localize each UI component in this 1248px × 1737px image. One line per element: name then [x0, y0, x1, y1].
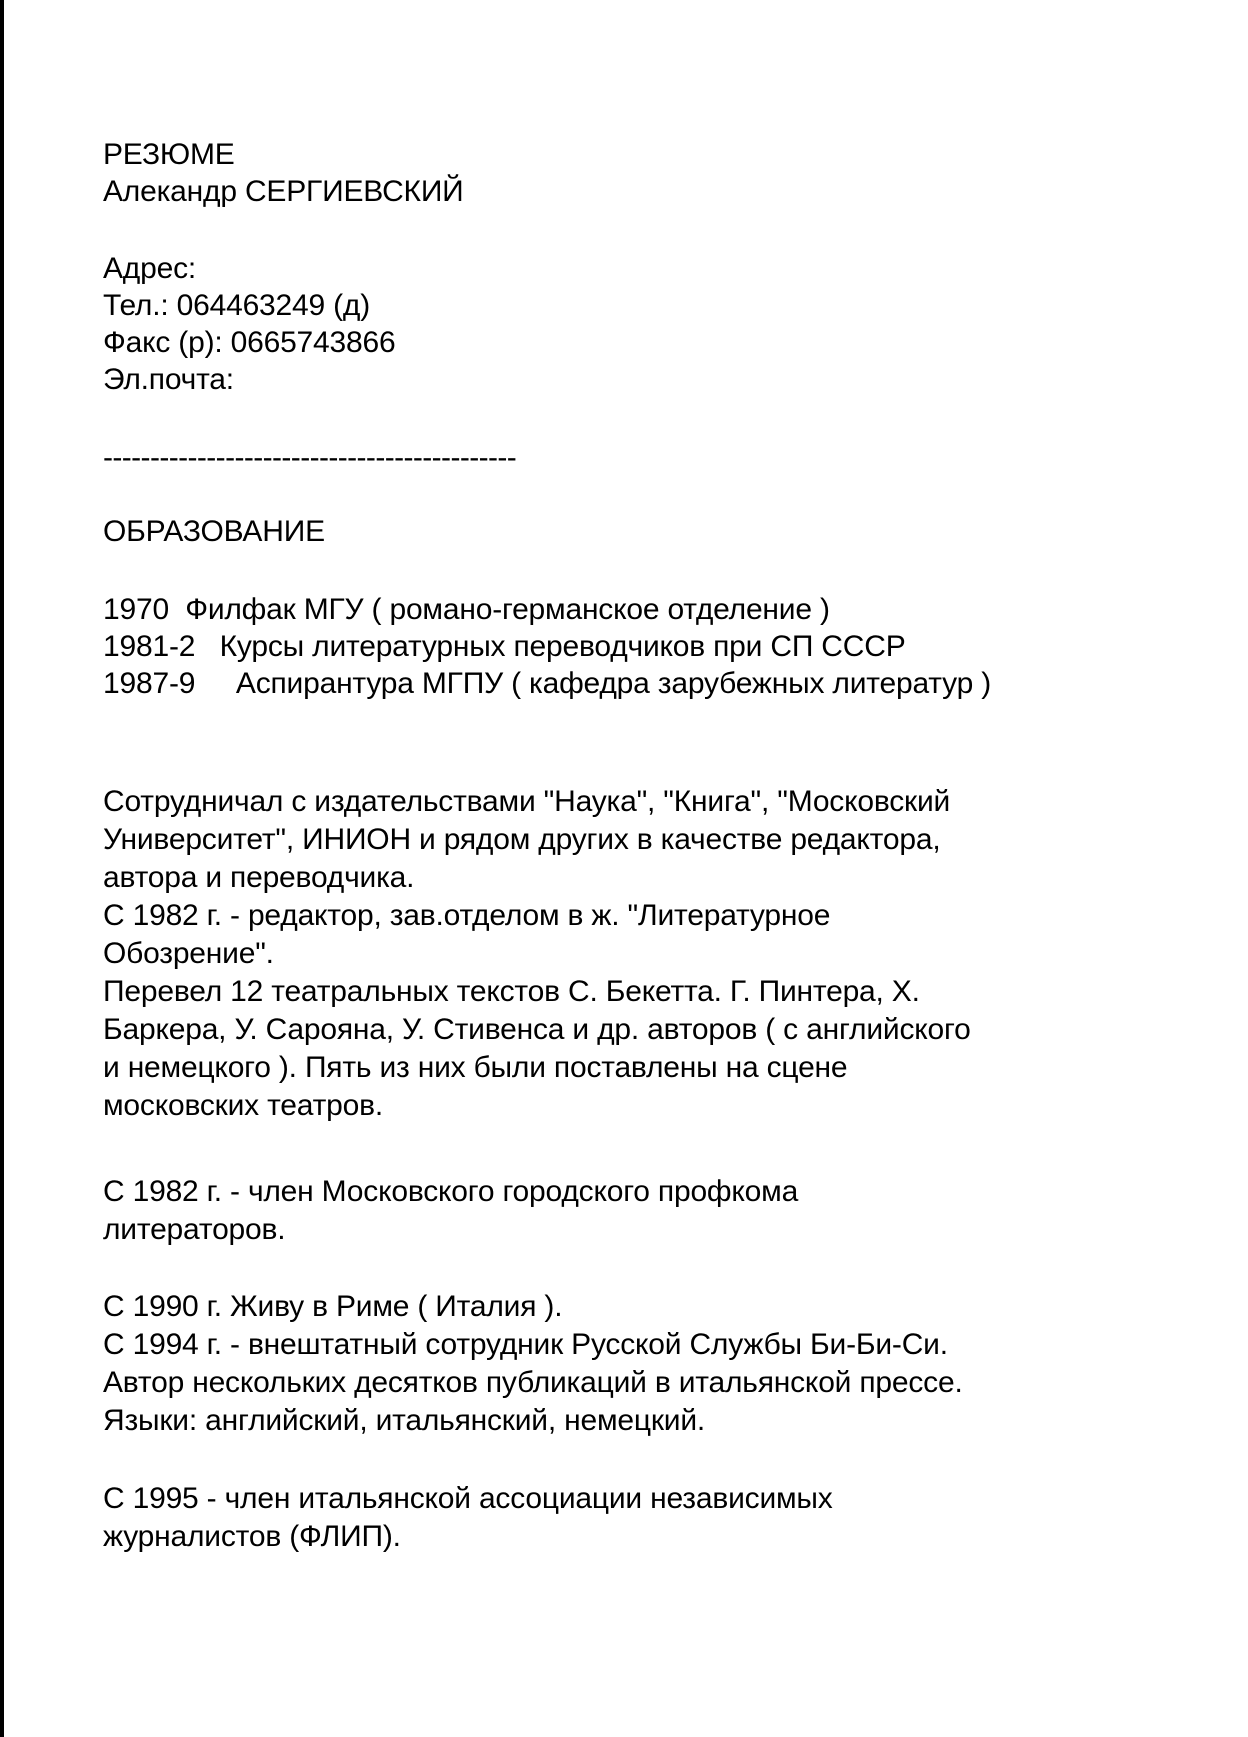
education-item: 1981-2 Курсы литературных переводчиков при СП СССР: [103, 630, 906, 663]
text-line: Университет", ИНИОН и рядом других в качестве редактора,: [103, 823, 941, 856]
text-line: С 1982 г. - член Московского городского профкома: [103, 1175, 799, 1208]
separator-line: --------------------------------------------: [103, 441, 517, 474]
scan-edge-border: [0, 0, 4, 1737]
text-line: Языки: английский, итальянский, немецкий.: [103, 1404, 706, 1437]
text-line: Автор нескольких десятков публикаций в итальянской прессе.: [103, 1366, 963, 1399]
text-line: автора и переводчика.: [103, 861, 415, 894]
text-line: и немецкого ). Пять из них были поставлены на сцене: [103, 1051, 848, 1084]
person-name: Алекандр СЕРГИЕВСКИЙ: [103, 175, 464, 208]
text-line: Перевел 12 театральных текстов С. Бекетта. Г. Пинтера, Х.: [103, 975, 920, 1008]
address-line: Адрес:: [103, 252, 197, 285]
text-line: московских театров.: [103, 1089, 383, 1122]
phone-line: Тел.: 064463249 (д): [103, 289, 371, 322]
education-item: 1970 Филфак МГУ ( романо-германское отделение ): [103, 593, 830, 626]
text-line: С 1982 г. - редактор, зав.отделом в ж. "Литературное: [103, 899, 831, 932]
text-line: Обозрение".: [103, 937, 274, 970]
text-line: С 1995 - член итальянской ассоциации независимых: [103, 1482, 833, 1515]
text-line: С 1990 г. Живу в Риме ( Италия ).: [103, 1290, 563, 1323]
document-title: РЕЗЮМЕ: [103, 138, 235, 171]
email-line: Эл.почта:: [103, 363, 234, 396]
text-line: журналистов (ФЛИП).: [103, 1520, 401, 1553]
text-line: Баркера, У. Сарояна, У. Стивенса и др. авторов ( с английского: [103, 1013, 971, 1046]
education-heading: ОБРАЗОВАНИЕ: [103, 515, 325, 548]
text-line: С 1994 г. - внештатный сотрудник Русской Службы Би-Би-Си.: [103, 1328, 948, 1361]
text-line: литераторов.: [103, 1213, 286, 1246]
fax-line: Факс (р): 0665743866: [103, 326, 396, 359]
education-item: 1987-9 Аспирантура МГПУ ( кафедра зарубежных литератур ): [103, 667, 992, 700]
text-line: Сотрудничал с издательствами "Наука", "Книга", "Московский: [103, 785, 951, 818]
